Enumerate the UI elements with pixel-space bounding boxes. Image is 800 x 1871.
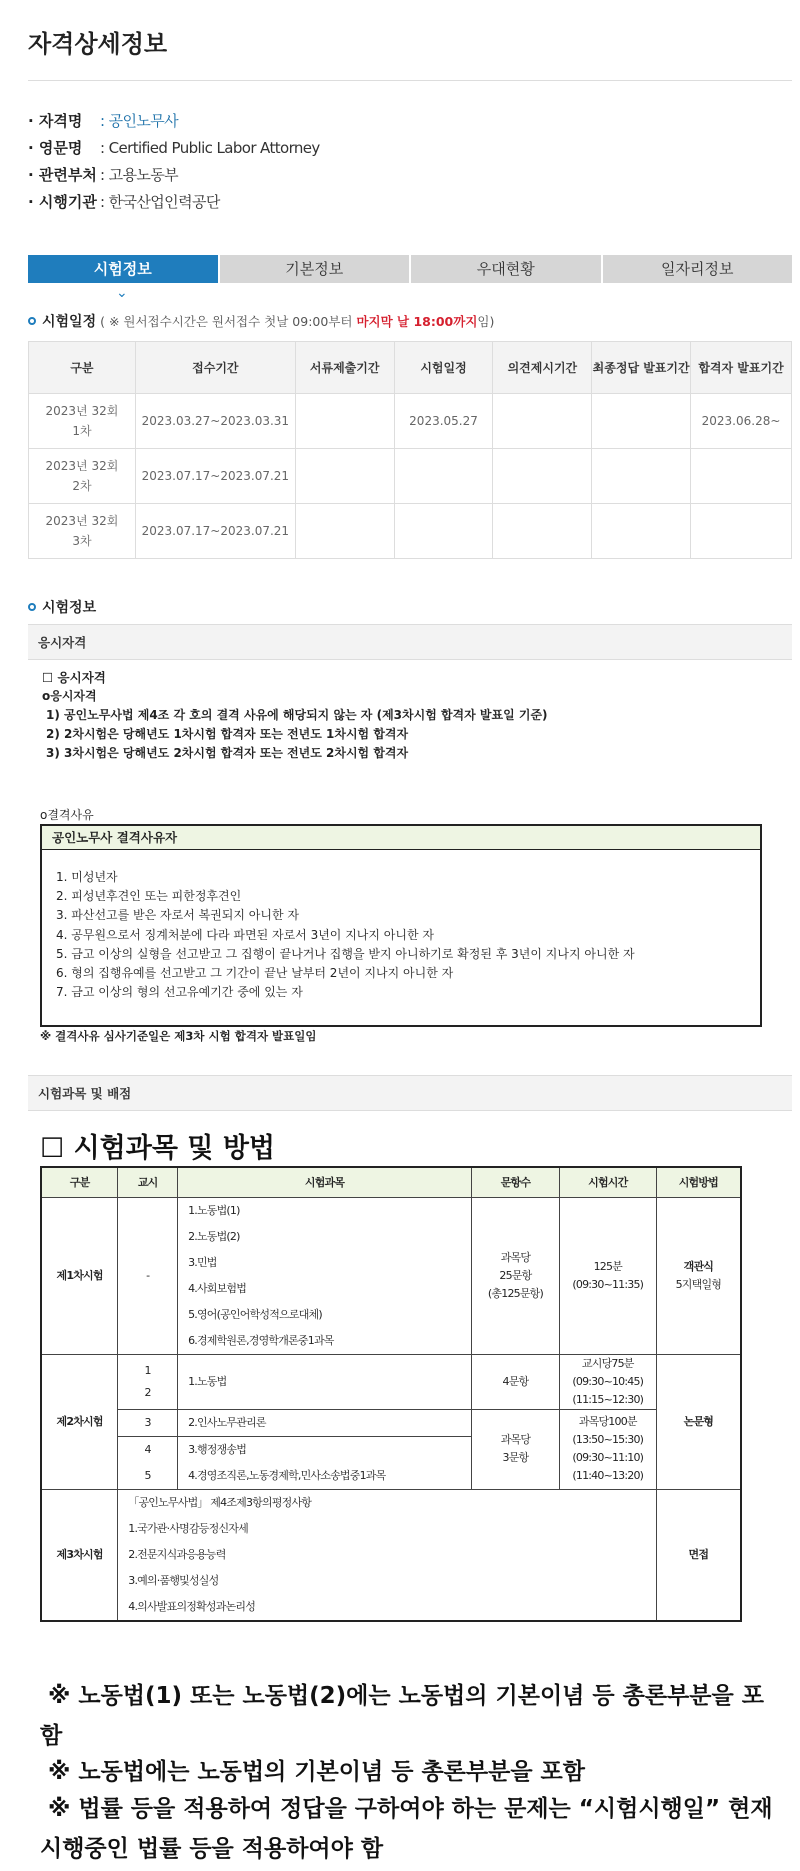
subject-item: 4.사회보험법 [188,1281,247,1295]
column-header: 문항수 [472,1167,560,1197]
period-cell [118,1354,178,1409]
qualification-name-link[interactable]: : 공인노무사 [100,112,179,130]
table-row [29,449,792,504]
time-cell [559,1197,656,1354]
info-key: · 영문명 [28,135,100,162]
circle-bullet-icon [28,603,36,611]
column-header: 합격자 발표기간 [691,342,792,394]
qualification-head: 응시자격 [28,624,792,660]
count-cell [472,1197,560,1354]
disqualification-box [40,824,762,1027]
disqualification-list [42,850,760,1002]
info-key: · 시행기관 [28,189,100,216]
table-header-row [41,1167,741,1197]
period-cell: - [118,1197,178,1354]
time-line: (09:30~11:35) [572,1277,644,1291]
tab-preference[interactable]: 우대현황 [411,255,603,283]
info-row-english [28,135,320,162]
table-cell [691,449,792,504]
subject-item: 2.노동법(2) [188,1229,240,1243]
subject-item: 3.예의·품행및성실성 [128,1573,219,1587]
column-header: 시험방법 [656,1167,741,1197]
time-line: (09:30~10:45) [572,1374,644,1388]
table-row [41,1409,741,1436]
count-cell [472,1409,560,1489]
table-cell [493,394,592,449]
subject-item: 4.경영조직론,노동경제학,민사소송법중1과목 [188,1468,386,1482]
period-line: 1 [144,1363,151,1377]
column-header: 구분 [29,342,136,394]
note-highlight: 마지막 날 18:00까지 [356,314,478,329]
qualification-sub: o응시자격 [42,689,97,703]
circle-bullet-icon [28,317,36,325]
table-cell [295,394,394,449]
table-cell: 2023년 32회 2차 [29,449,136,504]
tab-bar [28,255,792,283]
table-cell [295,449,394,504]
list-item: 3. 파산선고를 받은 자로서 복권되지 아니한 자 [56,908,299,923]
subject-item: 4.의사발표의정확성과논리성 [128,1599,256,1613]
schedule-note [100,312,494,330]
count-line: 25문항 [499,1268,532,1282]
table-cell [592,394,691,449]
tab-basic-info[interactable]: 기본정보 [220,255,412,283]
table-cell [691,504,792,559]
subject-item: 3.행정쟁송법 [188,1442,247,1456]
table-cell: 2023.07.17~2023.07.21 [135,449,295,504]
column-header: 접수기간 [135,342,295,394]
list-item: 6. 형의 집행유예를 선고받고 그 기간이 끝난 날부터 2년이 지나지 아니한 자 [56,966,454,981]
info-value: : 한국산업인력공단 [100,193,220,211]
list-item: 5. 금고 이상의 실형을 선고받고 그 집행이 끝나거나 집행을 받지 아니하기로 확정된 후 3년이 지나지 아니한 자 [56,946,635,961]
qualification-body [28,660,792,763]
time-cell [559,1354,656,1409]
footnote: ※ 법률 등을 적용하여 정답을 구하여야 하는 문제는 “시험시행일” 현재 시행중인 법률 등을 적용하여야 함 [40,1796,773,1862]
qualification-section [28,624,792,763]
column-header: 교시 [118,1167,178,1197]
disqualification-label: o결격사유 [40,808,94,822]
time-line: 125분 [593,1259,622,1273]
time-line: (09:30~11:10) [572,1451,644,1464]
time-line: 과목당100분 [578,1415,637,1428]
table-header-row [29,342,792,394]
subject-item: 2.전문지식과응용능력 [128,1547,226,1561]
column-header: 시험과목 [178,1167,472,1197]
table-cell [394,504,493,559]
subjects-head: 시험과목 및 배점 [28,1075,792,1111]
count-line: (총125문항) [487,1286,543,1300]
table-row [29,504,792,559]
period-line: 4 [144,1442,151,1456]
round-cell: 제2차시험 [41,1354,118,1489]
table-cell [592,449,691,504]
footnote: ※ 노동법(1) 또는 노동법(2)에는 노동법의 기본이념 등 총론부분을 포함 [40,1683,764,1749]
info-key: · 자격명 [28,108,100,135]
method-cell [656,1197,741,1354]
subject-item: 1.노동법(1) [188,1203,240,1217]
note-suffix: 임) [477,314,495,329]
disqualification-note: ※ 결격사유 심사기준일은 제3차 시험 합격자 발표일임 [40,1029,317,1043]
time-line: 교시당75분 [581,1356,634,1370]
period-line: 5 [144,1468,151,1482]
count-line: 3문항 [502,1451,529,1464]
table-cell [592,504,691,559]
column-header: 최종정답 발표기간 [592,342,691,394]
exam-info-heading [28,597,96,617]
subjects-cell [118,1489,656,1621]
table-cell [394,449,493,504]
column-header: 시험일정 [394,342,493,394]
subject-item: 1.국가관·사명감등정신자세 [128,1521,248,1535]
tab-exam-info[interactable]: 시험정보 [28,255,220,283]
subject-item: 1.노동법 [178,1354,472,1409]
table-cell [493,504,592,559]
method-cell: 면접 [656,1489,741,1621]
count-cell: 4문항 [472,1354,560,1409]
column-header: 구분 [41,1167,118,1197]
table-cell [493,449,592,504]
time-line: (11:40~13:20) [572,1469,644,1482]
qualification-info [28,108,320,216]
schedule-heading-text: 시험일정 [42,314,97,330]
table-cell: 2023.03.27~2023.03.31 [135,394,295,449]
info-row-agency [28,189,320,216]
list-item: 2. 피성년후견인 또는 피한정후견인 [56,889,242,904]
qualification-title: ☐ 응시자격 [42,670,106,685]
count-line: 과목당 [500,1250,531,1264]
subjects-cell [178,1436,472,1489]
subject-item: 6.경제학원론,경영학개론중1과목 [188,1333,334,1347]
period-cell [118,1436,178,1489]
time-cell [559,1409,656,1489]
table-cell: 2023년 32회 3차 [29,504,136,559]
subjects-title: ☐ 시험과목 및 방법 [40,1133,275,1164]
info-row-name [28,108,320,135]
exam-info-heading-text: 시험정보 [42,600,97,616]
page-title: 자격상세정보 [28,30,168,58]
count-line: 과목당 [500,1433,531,1446]
info-row-ministry [28,162,320,189]
subject-item: 2.인사노무관리론 [178,1409,472,1436]
info-value: : Certified Public Labor Attorney [100,139,320,157]
table-cell [295,504,394,559]
info-key: · 관련부처 [28,162,100,189]
round-cell: 제1차시험 [41,1197,118,1354]
method-line: 5지택일형 [675,1277,722,1291]
subject-item: 5.영어(공인어학성적으로대체) [188,1307,322,1321]
table-row [29,394,792,449]
title-divider [28,80,792,81]
table-row [41,1354,741,1409]
table-cell: 2023.05.27 [394,394,493,449]
time-line: (13:50~15:30) [572,1433,644,1446]
column-header: 서류제출기간 [295,342,394,394]
column-header: 의견제시기간 [493,342,592,394]
time-line: (11:15~12:30) [572,1392,644,1406]
table-cell: 2023.06.28~ [691,394,792,449]
column-header: 시험시간 [559,1167,656,1197]
subject-item: 「공인노무사법」 제4조제3항의평정사항 [128,1495,312,1509]
qualification-item: 3) 3차시험은 당해년도 2차시험 합격자 또는 전년도 2차시험 합격자 [46,746,409,760]
subjects-table [40,1166,742,1622]
qualification-item: 1) 공인노무사법 제4조 각 호의 결격 사유에 해당되지 않는 자 (제3차시험 합격자 발표일 기준) [46,708,548,722]
subjects-cell [178,1197,472,1354]
schedule-table [28,341,792,559]
list-item: 1. 미성년자 [56,870,118,884]
footnote: ※ 노동법에는 노동법의 기본이념 등 총론부분을 포함 [48,1759,585,1785]
method-line: 객관식 [683,1259,714,1273]
period-cell: 3 [118,1409,178,1436]
table-row [41,1489,741,1621]
table-row [41,1197,741,1354]
period-line: 2 [144,1385,151,1399]
subject-item: 3.민법 [188,1255,217,1269]
table-cell: 2023.07.17~2023.07.21 [135,504,295,559]
table-cell: 2023년 32회 1차 [29,394,136,449]
list-item: 7. 금고 이상의 형의 선고유예기간 중에 있는 자 [56,985,303,1000]
tab-jobs[interactable]: 일자리정보 [603,255,793,283]
list-item: 4. 공무원으로서 징계처분에 다라 파면된 자로서 3년이 지나지 아니한 자 [56,927,434,942]
schedule-heading [28,311,494,331]
round-cell: 제3차시험 [41,1489,118,1621]
note-prefix: ( ※ 원서접수시간은 원서접수 첫날 09:00부터 [100,314,357,329]
qualification-item: 2) 2차시험은 당해년도 1차시험 합격자 또는 전년도 1차시험 합격자 [46,727,409,741]
method-cell: 논문형 [656,1354,741,1489]
disqualification-box-title: 공인노무사 결격사유자 [42,826,760,850]
chevron-down-icon: ⌄ [116,285,128,301]
info-value: : 고용노동부 [100,166,179,184]
subjects-section [28,1075,792,1111]
